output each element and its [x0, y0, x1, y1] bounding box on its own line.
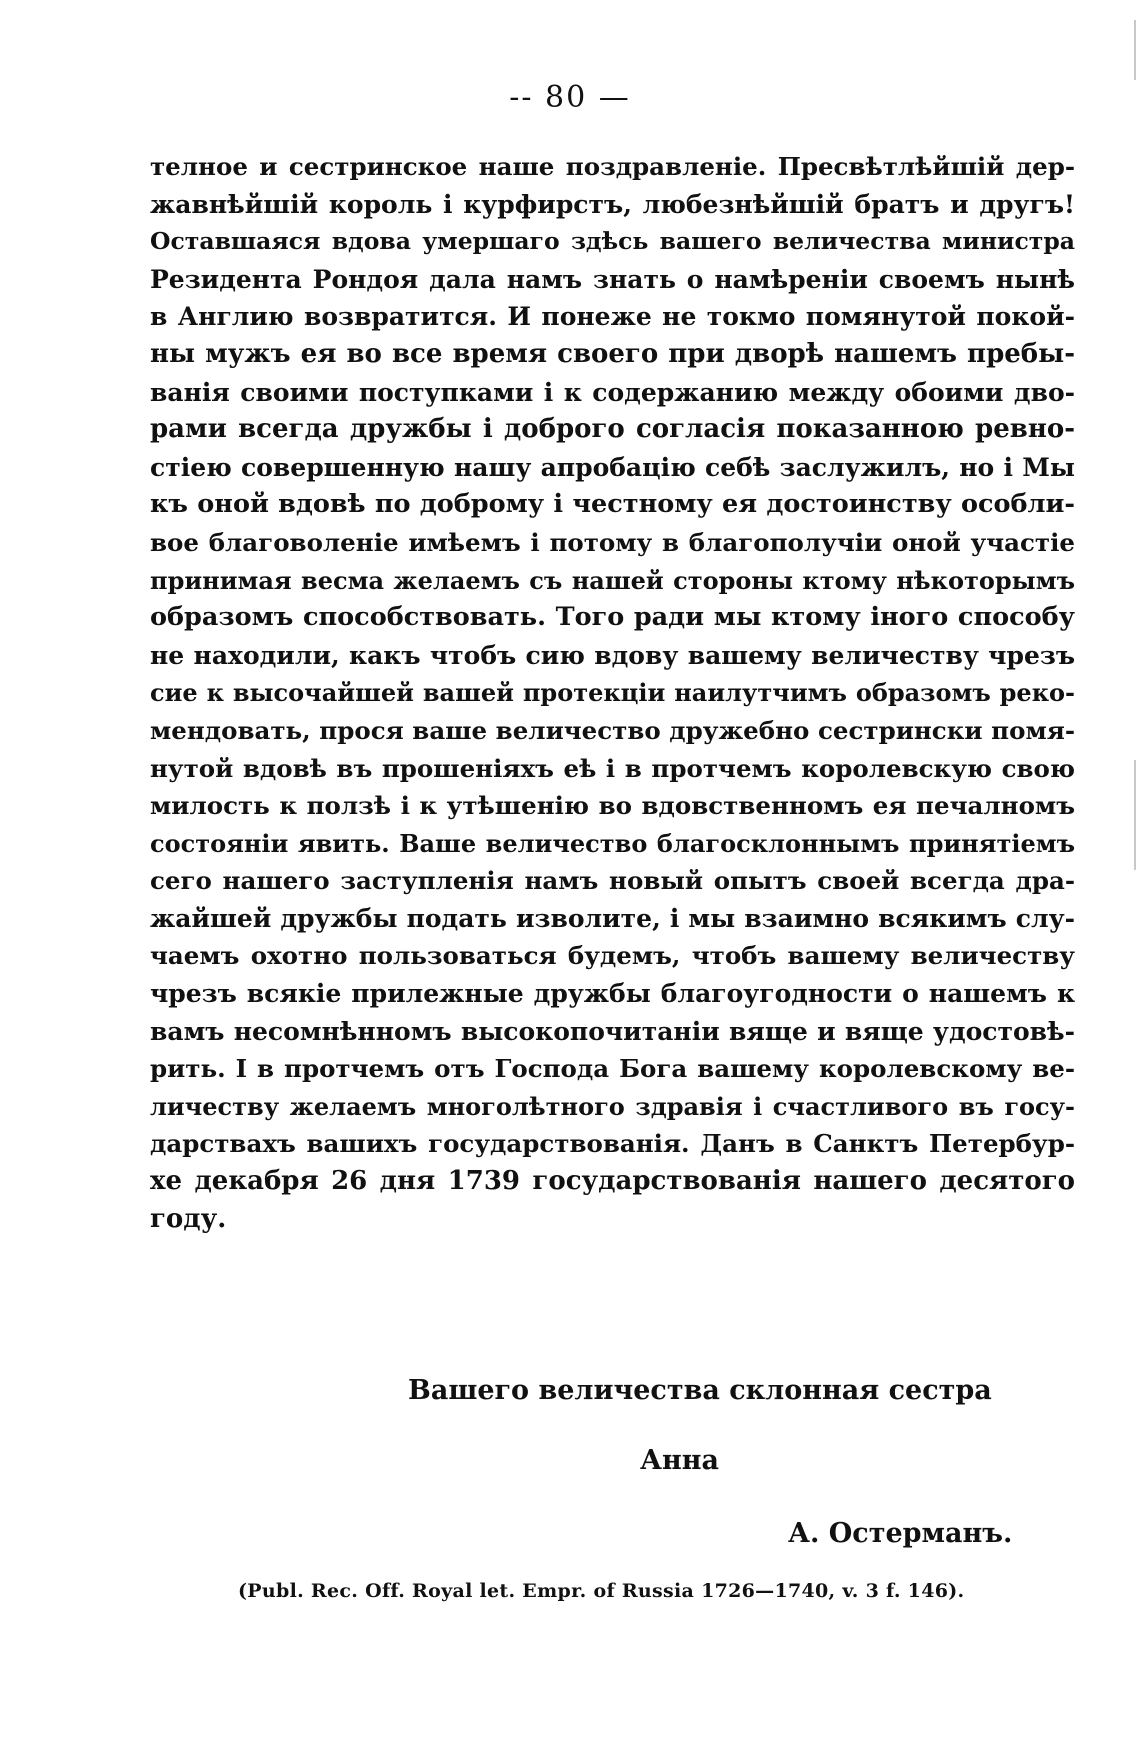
body-text-line: образомъ способствовать. Того ради мы ктому іного способу [150, 602, 1075, 633]
body-text-line: сего нашего заступленія намъ новый опытъ своей всегда дра- [150, 866, 1075, 896]
body-text-line: телное и сестринское наше поздравленіе. Пресвѣтлѣйшій дер- [150, 152, 1075, 181]
body-text-line: дарствахъ вашихъ государствованія. Данъ в Санктъ Петербур- [150, 1129, 1075, 1159]
body-text-line: къ оной вдовѣ по доброму і честному ея достоинству особли- [150, 489, 1075, 520]
archival-citation: (Publ. Rec. Off. Royal let. Empr. of Russia 1726—1740, v. 3 f. 146). [238, 1580, 965, 1602]
body-text-line: личеству желаемъ многолѣтного здравія і счастливого въ госу- [150, 1091, 1075, 1121]
body-text-line: хе декабря 26 дня 1739 государствованія нашего десятого [150, 1166, 1075, 1197]
body-text-line: рить. І в протчемъ отъ Господа Бога вашему королевскому ве- [150, 1054, 1075, 1084]
body-text-line: принимая весма желаемъ съ нашей стороны ктому нѣкоторымъ [150, 565, 1075, 595]
countersignature-osterman: А. Остерманъ. [788, 1518, 1013, 1549]
body-text-line: Резидента Рондоя дала намъ знать о намѣреніи своемъ нынѣ [150, 264, 1075, 294]
body-text-line: жайшей дружбы подать изволите, і мы взаимно всякимъ слу- [150, 903, 1075, 933]
body-text-line: жавнѣйшій король і курфирстъ, любезнѣйшій братъ и другъ! [150, 189, 1075, 219]
body-text-line: сие к высочайшей вашей протекціи наилутчимъ образомъ реко- [150, 678, 1075, 708]
page-number: -- 80 — [509, 80, 631, 115]
body-text-line: нутой вдовѣ въ прошеніяхъ eѣ і в протчемъ королевскую свою [150, 753, 1075, 783]
body-text-line: Оставшаяся вдова умершаго здѣсь вашего величества министра [150, 227, 1075, 256]
body-text-line: мендовать, прося ваше величество дружебно сестрински помя- [150, 715, 1075, 745]
letter-body [150, 148, 1075, 1238]
body-text-line: не находили, какъ чтобъ сию вдову вашему величеству чрезъ [150, 640, 1075, 670]
body-text-line: году. [150, 1203, 227, 1234]
scan-margin-mark [1134, 760, 1136, 870]
closing-phrase: Вашего величества склонная сестра [408, 1375, 992, 1406]
body-text-line: чаемъ охотно пользоваться будемъ, чтобъ вашему величеству [150, 941, 1075, 971]
body-text-line: стіею совершенную нашу апробацію себѣ заслужилъ, но і Мы [150, 452, 1075, 482]
body-text-line: состояніи явить. Ваше величество благосклоннымъ принятіемъ [150, 828, 1075, 858]
body-text-line: милость к ползѣ і к утѣшенію во вдовственномъ ея печалномъ [150, 791, 1075, 821]
body-text-line: ванія своими поступками і к содержанию между обоими дво- [150, 377, 1075, 407]
scan-margin-mark [1134, 20, 1136, 80]
body-text-line: ны мужъ ея во все время своего при дворѣ нашемъ пребы- [150, 338, 1075, 369]
body-text-line: вое благоволеніе имѣемъ і потому в благополучіи оной участіе [150, 527, 1075, 557]
body-text-line: рами всегда дружбы і доброго согласія показанною ревно- [150, 414, 1075, 445]
body-text-line: в Англию возвратится. И понеже не токмо помянутой покой- [150, 302, 1075, 332]
signature-anna: Анна [640, 1445, 720, 1476]
body-text-line: чрезъ всякіе прилежные дружбы благоугодности о нашемъ к [150, 979, 1075, 1009]
body-text-line: вамъ несомнѣнномъ высокопочитаніи вяще и вяще удостовѣ- [150, 1016, 1075, 1046]
